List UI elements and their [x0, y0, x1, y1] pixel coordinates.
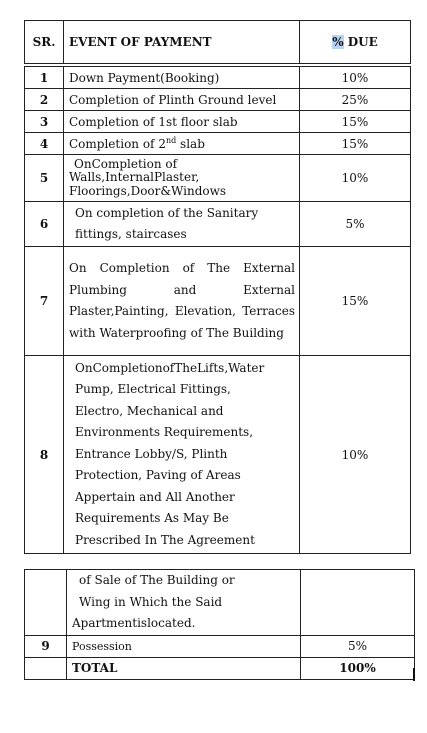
- row-sr: 6: [25, 202, 64, 247]
- total-sr: [25, 657, 67, 679]
- row-due: 15%: [300, 247, 411, 356]
- row-event: [64, 133, 300, 155]
- total-due: 100%: [301, 657, 415, 679]
- row-event: Possession: [67, 635, 301, 657]
- continuation-event: [67, 570, 301, 636]
- row-event-line: Requirements As May Be: [75, 511, 229, 526]
- row-event-line: OnCompletionofTheLifts,Water: [75, 360, 265, 375]
- row-sr: 7: [25, 247, 64, 356]
- continuation-sr: [25, 570, 67, 636]
- payment-schedule-table-continued: [24, 569, 415, 680]
- row-event: On Completion of The External Plumbing and External Plaster,Painting, Elevation, Terraces with Waterproofing of The Building: [64, 247, 300, 356]
- table-row: [25, 202, 411, 247]
- row-sr: 1: [25, 67, 64, 89]
- row-sr: 3: [25, 111, 64, 133]
- row-sr: 2: [25, 89, 64, 111]
- row-event-line: Prescribed In The Agreement: [75, 532, 255, 547]
- header-due-pct: %: [332, 35, 344, 49]
- table-row: [25, 247, 411, 356]
- row-event-line: Walls,InternalPlaster,: [69, 170, 200, 185]
- table-header-row: [25, 21, 411, 64]
- row-due: 10%: [300, 356, 411, 554]
- row-due: 5%: [301, 635, 415, 657]
- row-event: Down Payment(Booking): [64, 67, 300, 89]
- table-row: [25, 155, 411, 202]
- edge-mark: [413, 668, 415, 681]
- header-event: EVENT OF PAYMENT: [64, 21, 300, 64]
- header-due-word: DUE: [343, 35, 378, 49]
- row-event-line: Floorings,Door&Windows: [69, 183, 227, 198]
- continuation-due: [301, 570, 415, 636]
- row-due: 15%: [300, 133, 411, 155]
- row-event-line: On completion of the Sanitary: [75, 206, 259, 220]
- total-label: TOTAL: [67, 657, 301, 679]
- row-event-line: Entrance Lobby/S, Plinth: [75, 446, 228, 461]
- row-event-line: Environments Requirements,: [75, 425, 254, 440]
- row-sr: 8: [25, 356, 64, 554]
- table-row: [25, 89, 411, 111]
- row-due: 5%: [300, 202, 411, 247]
- row-sr: 5: [25, 155, 64, 202]
- row-event: [64, 202, 300, 247]
- table-row: [25, 635, 415, 657]
- row-event-line: Protection, Paving of Areas: [75, 468, 241, 483]
- header-due: [300, 21, 411, 64]
- row-sr: 4: [25, 133, 64, 155]
- table-row: [25, 111, 411, 133]
- table-row: [25, 67, 411, 89]
- continuation-line: of Sale of The Building or: [79, 573, 235, 587]
- table-row-continuation: [25, 570, 415, 636]
- continuation-line: Wing in Which the Said: [79, 594, 223, 609]
- row-event: Completion of Plinth Ground level: [64, 89, 300, 111]
- row-sr: 9: [25, 635, 67, 657]
- row-event-prefix: Completion of 2: [69, 137, 166, 151]
- row-due: 10%: [300, 155, 411, 202]
- row-event-suffix: slab: [176, 137, 205, 151]
- row-event-line: Pump, Electrical Fittings,: [75, 382, 231, 397]
- row-event-line: Electro, Mechanical and: [75, 403, 224, 418]
- total-row: [25, 657, 415, 679]
- row-event: [64, 356, 300, 554]
- row-event: [64, 155, 300, 202]
- table-row: [25, 133, 411, 155]
- row-due: 25%: [300, 89, 411, 111]
- row-event-line: Appertain and All Another: [75, 489, 235, 504]
- row-event-sup: nd: [165, 136, 177, 145]
- continuation-line: Apartmentislocated.: [72, 616, 196, 630]
- row-due: 10%: [300, 67, 411, 89]
- row-event-line: fittings, staircases: [75, 227, 187, 241]
- row-event: Completion of 1st floor slab: [64, 111, 300, 133]
- header-sr: SR.: [25, 21, 64, 64]
- table-row: [25, 356, 411, 554]
- row-event-line: OnCompletion of: [74, 156, 178, 171]
- row-due: 15%: [300, 111, 411, 133]
- payment-schedule-table: [24, 20, 411, 554]
